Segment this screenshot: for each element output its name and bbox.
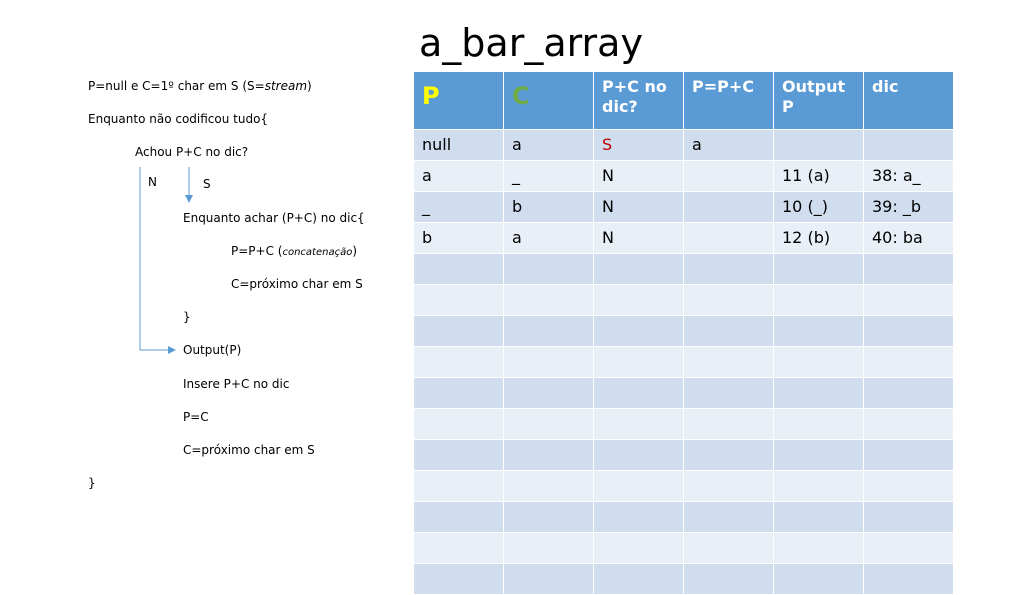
table-cell <box>864 533 954 564</box>
table-cell <box>684 316 774 347</box>
header-output-p: Output P <box>774 72 864 130</box>
table-cell <box>684 223 774 254</box>
table-cell <box>864 347 954 378</box>
table-cell <box>594 378 684 409</box>
table-cell <box>414 316 504 347</box>
table-cell <box>594 440 684 471</box>
table-cell <box>774 440 864 471</box>
table-cell: 39: _b <box>864 192 954 223</box>
table-cell <box>864 285 954 316</box>
algo-line-output: Output(P) <box>183 343 242 357</box>
table-cell <box>504 533 594 564</box>
algo-line-while-not-done: Enquanto não codificou tudo{ <box>88 112 269 126</box>
table-cell <box>864 378 954 409</box>
table-cell <box>414 285 504 316</box>
table-cell <box>594 502 684 533</box>
table-cell: N <box>594 192 684 223</box>
algo-line-next-char-inner: C=próximo char em S <box>231 277 363 291</box>
table-row <box>414 347 954 378</box>
table-cell <box>594 533 684 564</box>
table-cell <box>864 502 954 533</box>
table-cell: b <box>414 223 504 254</box>
table-cell: S <box>594 130 684 161</box>
lzw-trace-table <box>413 71 954 595</box>
table-row <box>414 409 954 440</box>
table-row <box>414 440 954 471</box>
table-cell <box>684 564 774 595</box>
header-pc-in-dic: P+C no dic? <box>594 72 684 130</box>
table-row <box>414 285 954 316</box>
algo-line-found-check: Achou P+C no dic? <box>135 145 249 159</box>
table-cell <box>684 254 774 285</box>
table-row <box>414 533 954 564</box>
table-cell <box>774 533 864 564</box>
table-cell <box>864 440 954 471</box>
algo-line-insert: Insere P+C no dic <box>183 377 290 391</box>
branch-label-yes: S <box>203 177 211 191</box>
no-branch-arrow <box>140 167 175 350</box>
table-cell <box>504 471 594 502</box>
table-cell <box>774 564 864 595</box>
table-cell: 11 (a) <box>774 161 864 192</box>
table-cell: a <box>414 161 504 192</box>
table-row <box>414 378 954 409</box>
table-cell <box>684 409 774 440</box>
table-cell <box>774 378 864 409</box>
flow-arrows <box>0 0 400 576</box>
header-p-assign: P=P+C <box>684 72 774 130</box>
header-dic: dic <box>864 72 954 130</box>
table-row <box>414 502 954 533</box>
table-cell <box>594 471 684 502</box>
table-row <box>414 192 954 223</box>
table-cell <box>864 316 954 347</box>
table-cell <box>504 347 594 378</box>
table-cell: 40: ba <box>864 223 954 254</box>
table-cell <box>684 440 774 471</box>
table-row <box>414 316 954 347</box>
table-cell <box>414 533 504 564</box>
table-cell <box>864 409 954 440</box>
table-cell <box>774 409 864 440</box>
table-cell <box>594 316 684 347</box>
table-cell <box>594 409 684 440</box>
algo-line-inner-close: } <box>183 310 191 324</box>
table-cell <box>774 130 864 161</box>
table-header-row <box>414 72 954 130</box>
algo-line-assign: P=C <box>183 410 209 424</box>
table-cell <box>414 378 504 409</box>
table-cell <box>504 502 594 533</box>
header-p: P <box>414 72 504 130</box>
table-cell <box>684 533 774 564</box>
table-cell <box>504 564 594 595</box>
table-cell <box>774 502 864 533</box>
table-cell <box>774 254 864 285</box>
table-cell <box>684 502 774 533</box>
table-cell <box>684 347 774 378</box>
table-cell <box>414 409 504 440</box>
table-cell <box>774 471 864 502</box>
table-cell: 38: a_ <box>864 161 954 192</box>
table-row <box>414 223 954 254</box>
table-row <box>414 254 954 285</box>
table-cell <box>414 347 504 378</box>
table-cell <box>594 285 684 316</box>
table-cell <box>594 254 684 285</box>
table-cell: 10 (_) <box>774 192 864 223</box>
table-cell: _ <box>414 192 504 223</box>
table-cell <box>414 564 504 595</box>
branch-label-no: N <box>148 175 157 189</box>
table-cell <box>864 471 954 502</box>
algo-line-inner-while: Enquanto achar (P+C) no dic{ <box>183 211 365 225</box>
algo-line-concat: P=P+C (concatenação) <box>231 244 358 258</box>
table-cell <box>594 347 684 378</box>
header-c: C <box>504 72 594 130</box>
table-cell <box>414 471 504 502</box>
algo-line-next-char: C=próximo char em S <box>183 443 315 457</box>
table-cell <box>414 254 504 285</box>
table-cell <box>774 316 864 347</box>
table-cell: null <box>414 130 504 161</box>
table-cell <box>504 378 594 409</box>
table-cell: a <box>504 223 594 254</box>
table-cell <box>504 254 594 285</box>
table-row <box>414 564 954 595</box>
table-cell <box>774 285 864 316</box>
table-cell: N <box>594 223 684 254</box>
table-cell <box>504 285 594 316</box>
slide-title: a_bar_array <box>419 21 643 65</box>
table-cell <box>504 440 594 471</box>
table-cell: _ <box>504 161 594 192</box>
algo-line-init: P=null e C=1º char em S (S=stream) <box>88 79 312 93</box>
algo-line-close: } <box>88 476 96 490</box>
table-row <box>414 471 954 502</box>
table-cell: a <box>504 130 594 161</box>
table-cell <box>864 254 954 285</box>
table-cell <box>504 409 594 440</box>
table-cell <box>414 440 504 471</box>
table-cell <box>594 564 684 595</box>
table-cell <box>504 316 594 347</box>
table-cell <box>414 502 504 533</box>
table-row <box>414 161 954 192</box>
table-cell <box>864 564 954 595</box>
table-cell <box>684 192 774 223</box>
table-cell <box>684 471 774 502</box>
table-cell <box>864 130 954 161</box>
table-cell <box>684 161 774 192</box>
table-row <box>414 130 954 161</box>
table-cell <box>774 347 864 378</box>
table-cell: a <box>684 130 774 161</box>
table-cell <box>684 285 774 316</box>
table-cell <box>684 378 774 409</box>
table-cell: N <box>594 161 684 192</box>
table-cell: 12 (b) <box>774 223 864 254</box>
table-cell: b <box>504 192 594 223</box>
